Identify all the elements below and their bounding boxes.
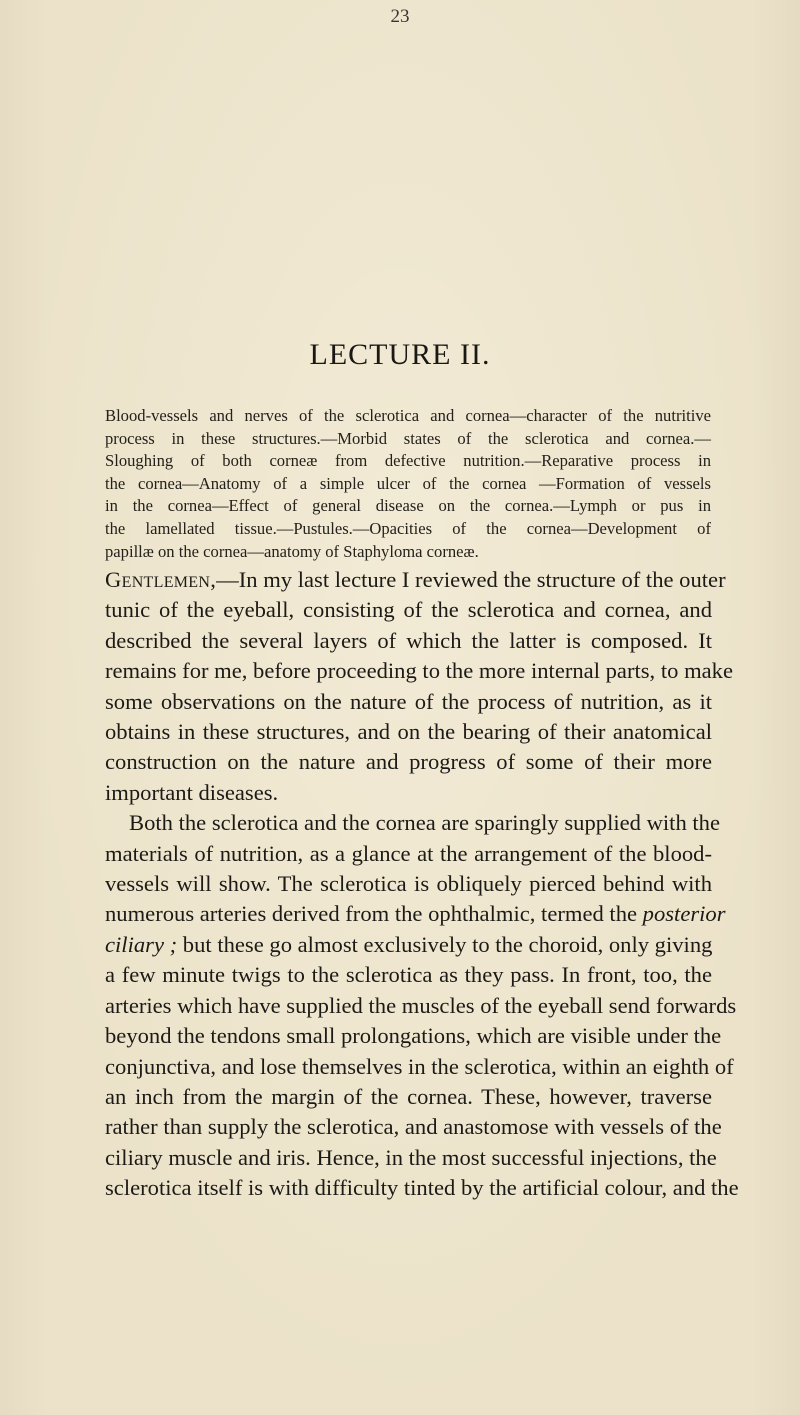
body-line: materials of nutrition, as a glance at the arrangement of the blood- (105, 840, 712, 866)
body-line: beyond the tendons small prolongations, which are visible under the (105, 1023, 722, 1049)
salutation: Gentlemen, (105, 567, 217, 592)
synopsis-line: process in these structures.—Morbid states of the sclerotica and cornea.— (105, 428, 711, 448)
lecture-body (105, 565, 739, 1204)
body-line: Both the sclerotica and the cornea are sparingly supplied with the (129, 810, 721, 836)
body-line: tunic of the eyeball, consisting of the sclerotica and cornea, and (105, 597, 712, 623)
body-line: some observations on the nature of the process of nutrition, as it (105, 688, 712, 714)
synopsis-line: papillæ on the cornea—anatomy of Staphyloma corneæ. (105, 541, 479, 561)
body-line-text: but these go almost exclusively to the choroid, only giving (177, 931, 713, 957)
synopsis-line: the lamellated tissue.—Pustules.—Opacities of the cornea—Development of (105, 518, 711, 538)
body-line: remains for me, before proceeding to the more internal parts, to make (105, 658, 733, 684)
lecture-heading: LECTURE II. (309, 338, 491, 371)
body-line-text: —In my last lecture I reviewed the structure of the outer (216, 567, 726, 592)
synopsis-line: in the cornea—Effect of general disease on the cornea.—Lymph or pus in (105, 496, 711, 516)
synopsis-line: Blood-vessels and nerves of the sclerotica and cornea—character of the nutritive (105, 406, 711, 425)
body-line: ciliary muscle and iris. Hence, in the most successful injections, the (105, 1144, 717, 1170)
synopsis-line: Sloughing of both corneæ from defective nutrition.—Reparative process in (105, 451, 711, 471)
body-line: a few minute twigs to the sclerotica as they pass. In front, too, the (105, 962, 712, 988)
italic-term: posterior (642, 901, 726, 927)
body-line (105, 899, 726, 929)
body-line: conjunctiva, and lose themselves in the sclerotica, within an eighth of (105, 1053, 734, 1079)
body-line: obtains in these structures, and on the bearing of their anatomical (105, 719, 712, 745)
synopsis-line: the cornea—Anatomy of a simple ulcer of the cornea —Formation of vessels (105, 473, 711, 493)
body-line: construction on the nature and progress of some of their more (105, 749, 712, 775)
page-number: 23 (390, 6, 410, 27)
body-line (105, 565, 726, 595)
body-line: an inch from the margin of the cornea. These, however, traverse (105, 1083, 712, 1109)
body-line (105, 930, 712, 960)
body-line: important diseases. (105, 779, 279, 805)
italic-term: ciliary ; (105, 931, 178, 957)
body-line: described the several layers of which the latter is composed. It (105, 627, 712, 653)
body-line-text: numerous arteries derived from the ophthalmic, termed the (105, 901, 643, 927)
chapter-synopsis (105, 405, 711, 563)
body-line: vessels will show. The sclerotica is obliquely pierced behind with (105, 871, 712, 897)
body-line: rather than supply the sclerotica, and anastomose with vessels of the (105, 1114, 722, 1140)
body-line: sclerotica itself is with difficulty tinted by the artificial colour, and the (105, 1175, 739, 1201)
body-line: arteries which have supplied the muscles of the eyeball send forwards (105, 992, 737, 1018)
